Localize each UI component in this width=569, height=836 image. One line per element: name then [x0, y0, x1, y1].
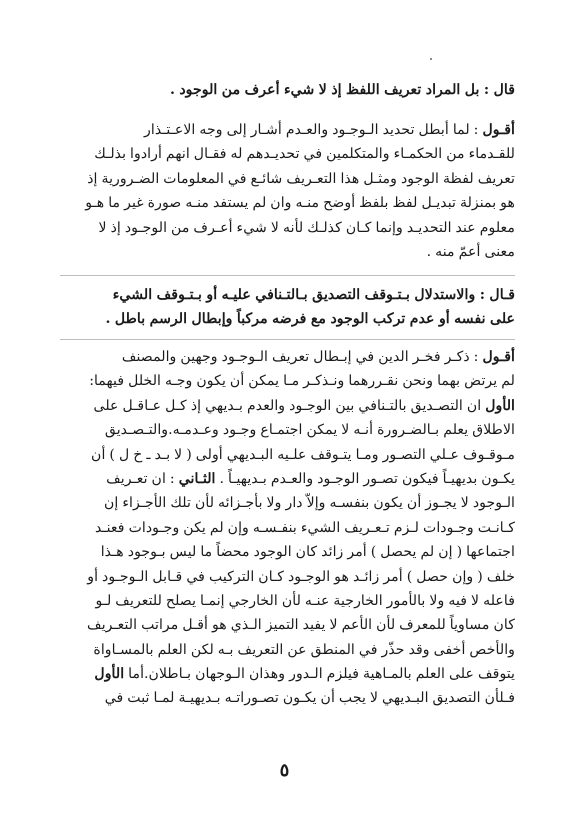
keyword-aqul: أقـول: [482, 122, 515, 138]
line-text: : لما أبطل تحديد الـوجـود والعـدم أشـار إلى وجه الاعـتـذار: [144, 122, 483, 138]
keyword-second: الثـاني: [178, 470, 216, 487]
scan-speck: [430, 58, 432, 60]
line-text: : ذكـر فخـر الدين في إبـطال تعريف الـوجـود وجهين والمصنف: [121, 349, 483, 365]
keyword-first: الأول: [94, 666, 125, 683]
paragraph-line: خلف ( وإن حصل ) أمر زائـد هو الوجـود كـان التركيب في قـابل الـوجـود أو: [87, 568, 515, 585]
paragraph-line: معلوم عند التحديـد وإنما كـان كذلـك لأنه لا شيء أعـرف من الوجـود إذ لا: [98, 219, 515, 236]
paragraph-line: لم يرتض بهما ونحن نقـررهما ونـذكـر مـا يمكن أن يكون وجـه الخلل فيهما:: [89, 373, 515, 390]
keyword-aqul: أقـول: [482, 349, 515, 365]
line-text: ان التصـديق بالتـنافي بين الوجـود والعدم بـديهي إذ كـل عـاقـل على: [93, 397, 486, 414]
paragraph-line: كان مساوياً للمعرف لأن الأعم لا يفيد التميز الـذي هو أقـل مراتب التعـريف: [87, 617, 515, 634]
paragraph-line: [60, 118, 515, 142]
section-divider: [60, 339, 515, 340]
paragraph-line: فاعله لا فيه ولا بالأمور الخارجية عنـه لأن الخارجي إنمـا يصلح للتعريف لـو: [95, 592, 515, 609]
heading-paragraph-1: [60, 78, 515, 102]
paragraph-line: [60, 394, 515, 418]
paragraph-line: فـلأن التصديق البـديهي لا يجب أن يكـون تصـوراتـه بـديهيـة لمـا ثبت في: [104, 690, 515, 707]
paragraph-line: الاطلاق يعلم بـالضـرورة أنـه لا يمكن اجتمـاع وجـود وعـدمـه.والتـصـديق: [104, 422, 515, 439]
paragraph-line: مـوقـوف عـلي التصـور ومـا يتـوقف علـيه البـديهي أولى ( لا بـد ـ خ ل ) أن: [91, 446, 515, 463]
paragraph-line: تعريف لفظة الوجود ومثـل هذا التعـريف شائـع في المعلومات الضـرورية إذ: [87, 170, 515, 187]
heading-line: قـال : والاستدلال بـتـوقف التصديق بـالتـنافي عليـه أو بـتـوقف الشيء: [112, 287, 515, 303]
section-divider: [60, 275, 515, 276]
heading-line: قال : بل المراد تعريف اللفظ إذ لا شيء أعرف من الوجود .: [169, 82, 515, 98]
page-number: ٥: [279, 760, 290, 781]
line-text: : ان تعـريف: [106, 470, 179, 487]
line-text: يكـون بديهيـاً فيكون تصـور الوجـود والعـدم بـديهيـاً .: [215, 470, 515, 487]
paragraph-line: للقـدماء من الحكمـاء والمتكلمين في تحديـدهم له فقـال انهم أرادوا بذلـك: [94, 146, 515, 163]
paragraph-line: اجتماعها ( إن لم يحصل ) أمر زائد كان الوجود محضاً ما ليس بـوجود هـذا: [100, 544, 515, 561]
paragraph-line: [60, 345, 515, 369]
line-text: يتوقف على العلم بالمـاهية فيلزم الـدور وهذان الـوجهان بـاطلان.أما: [124, 666, 515, 683]
commentary-paragraph-2: [60, 345, 515, 711]
paragraph-line: [60, 467, 515, 491]
paragraph-line: والأخص أخفى وقد حذّر في المنطق عن التعريف بـه لكن العلم بالمسـاواة: [93, 641, 515, 658]
heading-line: على نفسه أو عدم تركب الوجود مع فرضه مركباً وإبطال الرسم باطل .: [105, 311, 515, 328]
paragraph-line: هو بمنزلة تبديـل لفظ بلفظ أوضح منـه وان لم يستفد منـه صورة غير ما هـو: [85, 195, 515, 212]
paragraph-line: الـوجود لا يجـوز أن يكون بنفسـه وإلاّ دار ولا بأجـزائه لأن تلك الأجـزاء إن: [104, 495, 515, 512]
keyword-first: الأول: [485, 397, 515, 414]
heading-paragraph-2: [60, 283, 515, 332]
commentary-paragraph-1: [60, 118, 515, 264]
paragraph-line: [60, 662, 515, 686]
paragraph-line: كـانـت وجـودات لـزم تـعـريف الشيء بنفـسـه وإن لم يكن وجـودات فعنـد: [95, 519, 515, 536]
paragraph-line: معنى أعمّ منه .: [426, 243, 515, 260]
